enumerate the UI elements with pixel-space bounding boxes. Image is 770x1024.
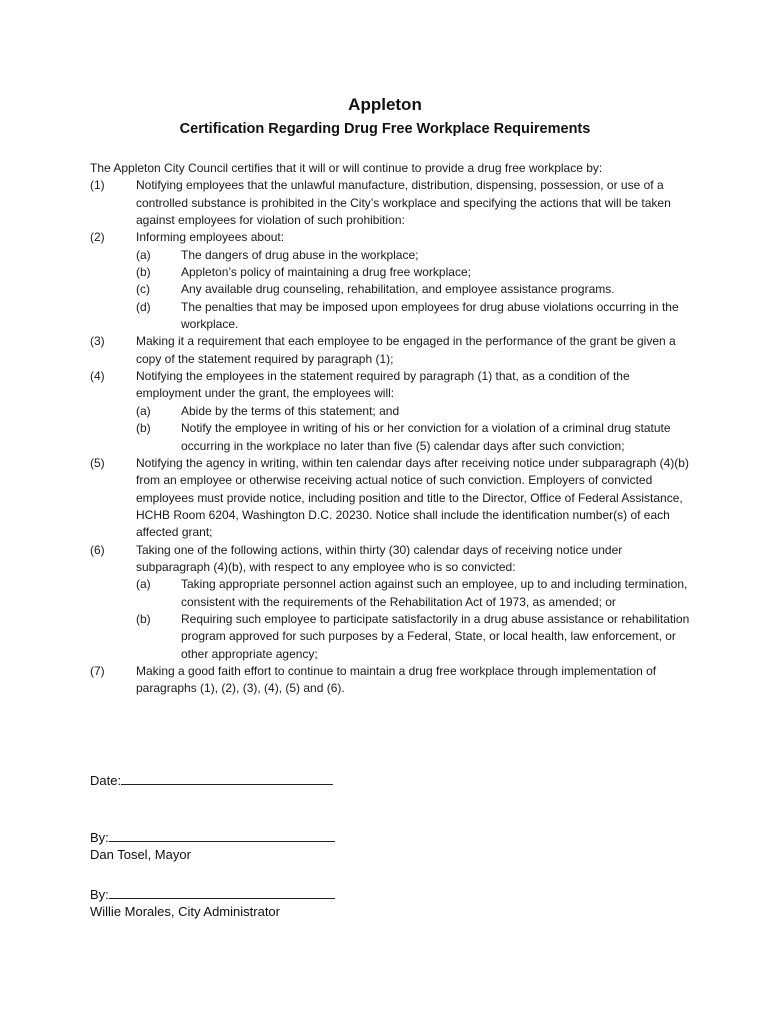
sub-item-text: The dangers of drug abuse in the workplace; [181, 247, 419, 262]
sub-item-letter: (c) [136, 282, 150, 297]
document-body [90, 160, 690, 698]
item-text: Notifying employees that the unlawful manufacture, distribution, dispensing, possession, or use of a controlled substance is prohibited in the City’s workplace and specifying the actions that will be taken against employees for violation of such prohibition: [136, 178, 671, 228]
sub-item-letter: (d) [136, 299, 151, 314]
sub-item-letter: (b) [136, 421, 151, 436]
sub-item-letter: (b) [136, 611, 151, 626]
list-item [90, 455, 690, 542]
date-line [90, 771, 333, 789]
document-title: Appleton [348, 95, 422, 114]
signer-administrator: Willie Morales, City Administrator [90, 904, 280, 919]
item-text: Making it a requirement that each employee to be engaged in the performance of the grant be given a copy of the statement required by paragraph (1); [136, 334, 676, 366]
item-text: Taking one of the following actions, within thirty (30) calendar days of receiving notice under subparagraph (4)(b), with respect to any employee who is so convicted: [136, 542, 623, 574]
sub-item-text: Notify the employee in writing of his or her conviction for a violation of a criminal drug statute occurring in the workplace no later than five (5) calendar days after such conviction; [181, 421, 671, 453]
signature-blank-administrator[interactable] [109, 885, 335, 899]
sub-item [136, 576, 690, 611]
item-text: Informing employees about: [136, 230, 285, 245]
list-item [90, 333, 690, 368]
sub-item-letter: (b) [136, 265, 151, 280]
sub-item [136, 403, 690, 420]
item-number: (4) [90, 369, 105, 384]
item-text: Making a good faith effort to continue to maintain a drug free workplace through implementation of paragraphs (1), (2), (3), (4), (5) and (6). [136, 663, 657, 696]
sub-item [136, 264, 690, 281]
by-label: By: [90, 887, 109, 902]
sub-item-text: Abide by the terms of this statement; and [181, 403, 400, 418]
date-blank[interactable] [121, 771, 333, 785]
list-item [90, 663, 690, 698]
item-text: Notifying the employees in the statement required by paragraph (1) that, as a condition of the employment under the grant, the employees will: [136, 369, 630, 401]
sub-item-letter: (a) [136, 247, 151, 262]
sub-item [136, 611, 690, 663]
document-subtitle: Certification Regarding Drug Free Workplace Requirements [179, 121, 591, 137]
signature-blank-mayor[interactable] [109, 828, 335, 842]
list-item [90, 542, 690, 663]
signer-mayor: Dan Tosel, Mayor [90, 847, 191, 862]
sub-item-letter: (a) [136, 403, 151, 418]
item-number: (3) [90, 334, 105, 349]
list-item [90, 368, 690, 455]
intro-paragraph: The Appleton City Council certifies that it will or will continue to provide a drug free workplace by: [90, 161, 603, 175]
sub-item [136, 420, 690, 455]
sub-item-text: Requiring such employee to participate satisfactorily in a drug abuse assistance or rehabilitation program approved for such purposes by a Federal, State, or local health, law enforcement, or other appropriate agency; [181, 611, 690, 661]
item-number: (7) [90, 663, 105, 678]
sub-item-letter: (a) [136, 577, 151, 592]
signature-line-administrator [90, 885, 335, 903]
item-number: (6) [90, 542, 105, 557]
item-number: (5) [90, 455, 105, 470]
item-text: Notifying the agency in writing, within ten calendar days after receiving notice under subparagraph (4)(b) from an employee or otherwise receiving actual notice of such conviction. Employers of convicted employees must provide notice, including position and title to the Director, Office of Federal Assistance, HCHB Room 6204, Washington D.C. 20230. Notice shall include the identification number(s) of each affected grant; [136, 455, 689, 540]
sub-item-text: The penalties that may be imposed upon employees for drug abuse violations occurring in the workplace. [181, 299, 679, 332]
sub-item [136, 247, 690, 264]
sub-item-text: Any available drug counseling, rehabilitation, and employee assistance programs. [181, 282, 615, 297]
signature-line-mayor [90, 828, 335, 846]
sub-item [136, 281, 690, 298]
item-number: (1) [90, 178, 105, 193]
list-item [90, 177, 690, 229]
sub-item [136, 299, 690, 334]
sub-item-text: Taking appropriate personnel action against such an employee, up to and including termination, consistent with the requirements of the Rehabilitation Act of 1973, as amended; or [181, 577, 688, 609]
item-number: (2) [90, 230, 105, 245]
by-label: By: [90, 830, 109, 845]
sub-item-text: Appleton’s policy of maintaining a drug free workplace; [181, 265, 471, 280]
list-item [90, 229, 690, 333]
date-label: Date: [90, 773, 122, 788]
numbered-list [90, 177, 690, 697]
